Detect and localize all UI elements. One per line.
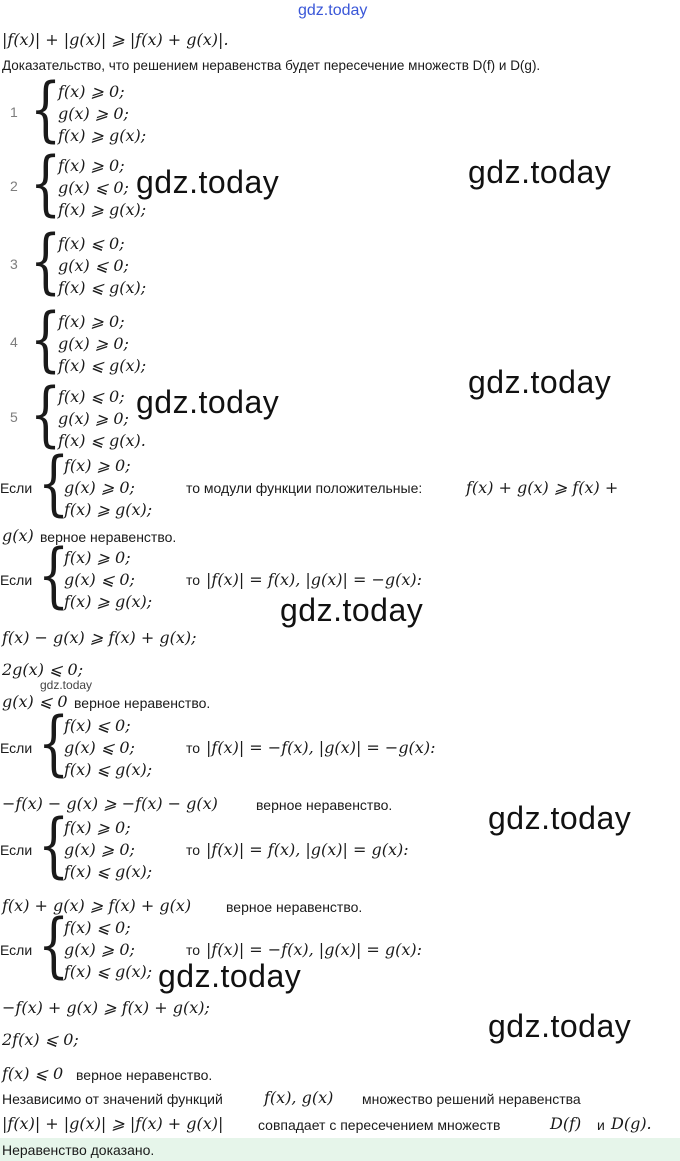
brace: {	[38, 442, 70, 524]
system-line: g(x) ⩽ 0;	[64, 570, 135, 589]
then-math: f(x) + g(x) ⩾ f(x) +	[466, 478, 619, 497]
case-line: f(x) ⩾ g(x);	[58, 200, 147, 219]
watermark: gdz.today	[468, 154, 612, 190]
watermark: gdz.today	[488, 800, 632, 836]
if-label: Если	[0, 480, 33, 496]
system-line: f(x) ⩽ 0;	[64, 716, 131, 735]
brace: {	[30, 373, 62, 455]
system-line: f(x) ⩽ g(x);	[64, 862, 153, 881]
case-line: g(x) ⩾ 0;	[58, 409, 129, 428]
then-to: то	[186, 842, 201, 858]
line-2b: 2g(x) ⩽ 0;	[2, 660, 84, 679]
case-number: 4	[10, 334, 18, 350]
if-label: Если	[0, 740, 33, 756]
brace: {	[38, 702, 70, 784]
brace: {	[30, 298, 62, 380]
case-line: f(x) ⩾ 0;	[58, 312, 125, 331]
watermark-small: gdz.today	[40, 678, 93, 692]
conclusion-text-2: множество решений неравенства	[362, 1091, 581, 1107]
case-line: f(x) ⩽ g(x);	[58, 356, 147, 375]
watermark-top: gdz.today	[298, 2, 368, 19]
conclusion-text-3: совпадает с пересечением множеств	[258, 1117, 501, 1133]
system-line: f(x) ⩽ g(x);	[64, 962, 153, 981]
conclusion-math-3: D(f)	[550, 1114, 582, 1133]
line-2a: f(x) − g(x) ⩾ f(x) + g(x);	[2, 628, 197, 647]
system-line: f(x) ⩽ g(x);	[64, 760, 153, 779]
case-line: f(x) ⩾ 0;	[58, 156, 125, 175]
if-label: Если	[0, 942, 33, 958]
system-line: g(x) ⩾ 0;	[64, 840, 135, 859]
proof-intro: Доказательство, что решением неравенства будет пересечение множеств D(f) и D(g).	[2, 58, 541, 73]
true-inequality-text: верное неравенство.	[226, 899, 363, 915]
system-line: f(x) ⩾ g(x);	[64, 500, 153, 519]
case-line: f(x) ⩽ 0;	[58, 234, 125, 253]
system-line: g(x) ⩾ 0;	[64, 478, 135, 497]
watermark: gdz.today	[136, 384, 280, 420]
then-math: |f(x)| = −f(x), |g(x)| = −g(x):	[206, 738, 436, 757]
line-5a: −f(x) + g(x) ⩾ f(x) + g(x);	[2, 998, 210, 1017]
watermark: gdz.today	[136, 164, 280, 200]
case-line: g(x) ⩽ 0;	[58, 178, 129, 197]
system-line: f(x) ⩾ 0;	[64, 456, 131, 475]
case-line: f(x) ⩽ g(x).	[58, 431, 146, 450]
line-4a: f(x) + g(x) ⩾ f(x) + g(x)	[2, 896, 192, 915]
case-number: 5	[10, 409, 18, 425]
then-math: |f(x)| = −f(x), |g(x)| = g(x):	[206, 940, 423, 959]
watermark: gdz.today	[468, 364, 612, 400]
system-line: f(x) ⩽ 0;	[64, 918, 131, 937]
cont-math: g(x)	[2, 526, 34, 545]
watermark: gdz.today	[158, 958, 302, 994]
line-3a: −f(x) − g(x) ⩾ −f(x) − g(x)	[2, 794, 218, 813]
then-to: то	[186, 572, 201, 588]
line-5c: f(x) ⩽ 0	[2, 1064, 64, 1083]
watermark: gdz.today	[488, 1008, 632, 1044]
case-line: f(x) ⩾ g(x);	[58, 126, 147, 145]
system-line: f(x) ⩾ 0;	[64, 548, 131, 567]
conclusion-and: и	[597, 1117, 605, 1133]
brace: {	[30, 68, 62, 150]
brace: {	[30, 220, 62, 302]
line-5b: 2f(x) ⩽ 0;	[2, 1030, 79, 1049]
brace: {	[38, 534, 70, 616]
case-line: f(x) ⩽ g(x);	[58, 278, 147, 297]
system-line: g(x) ⩾ 0;	[64, 940, 135, 959]
system-line: f(x) ⩾ 0;	[64, 818, 131, 837]
true-inequality-text: верное неравенство.	[256, 797, 393, 813]
conclusion-math-1: f(x), g(x)	[264, 1088, 334, 1107]
then-to: то	[186, 740, 201, 756]
if-label: Если	[0, 572, 33, 588]
top-inequality: |f(x)| + |g(x)| ⩾ |f(x) + g(x)|.	[2, 30, 229, 49]
watermark: gdz.today	[280, 592, 424, 628]
conclusion-math-2: |f(x)| + |g(x)| ⩾ |f(x) + g(x)|	[2, 1114, 224, 1133]
conclusion-math-4: D(g).	[611, 1114, 652, 1133]
brace: {	[30, 142, 62, 224]
brace: {	[38, 804, 70, 886]
case-line: g(x) ⩾ 0;	[58, 104, 129, 123]
if-label: Если	[0, 842, 33, 858]
true-inequality-text: верное неравенство.	[40, 529, 177, 545]
then-text: то модули функции положительные:	[186, 480, 423, 496]
brace: {	[38, 904, 70, 986]
case-line: g(x) ⩾ 0;	[58, 334, 129, 353]
case-number: 1	[10, 104, 18, 120]
then-to: то	[186, 942, 201, 958]
true-inequality-text: верное неравенство.	[76, 1067, 213, 1083]
system-line: f(x) ⩾ g(x);	[64, 592, 153, 611]
case-line: f(x) ⩾ 0;	[58, 82, 125, 101]
then-math: |f(x)| = f(x), |g(x)| = g(x):	[206, 840, 409, 859]
final-text: Неравенство доказано.	[2, 1142, 155, 1158]
system-line: g(x) ⩽ 0;	[64, 738, 135, 757]
conclusion-text-1: Независимо от значений функций	[2, 1091, 223, 1107]
case-number: 2	[10, 178, 18, 194]
then-math: |f(x)| = f(x), |g(x)| = −g(x):	[206, 570, 423, 589]
case-line: g(x) ⩽ 0;	[58, 256, 129, 275]
line-2c: g(x) ⩽ 0	[2, 692, 68, 711]
case-number: 3	[10, 256, 18, 272]
case-line: f(x) ⩽ 0;	[58, 387, 125, 406]
true-inequality-text: верное неравенство.	[74, 695, 211, 711]
